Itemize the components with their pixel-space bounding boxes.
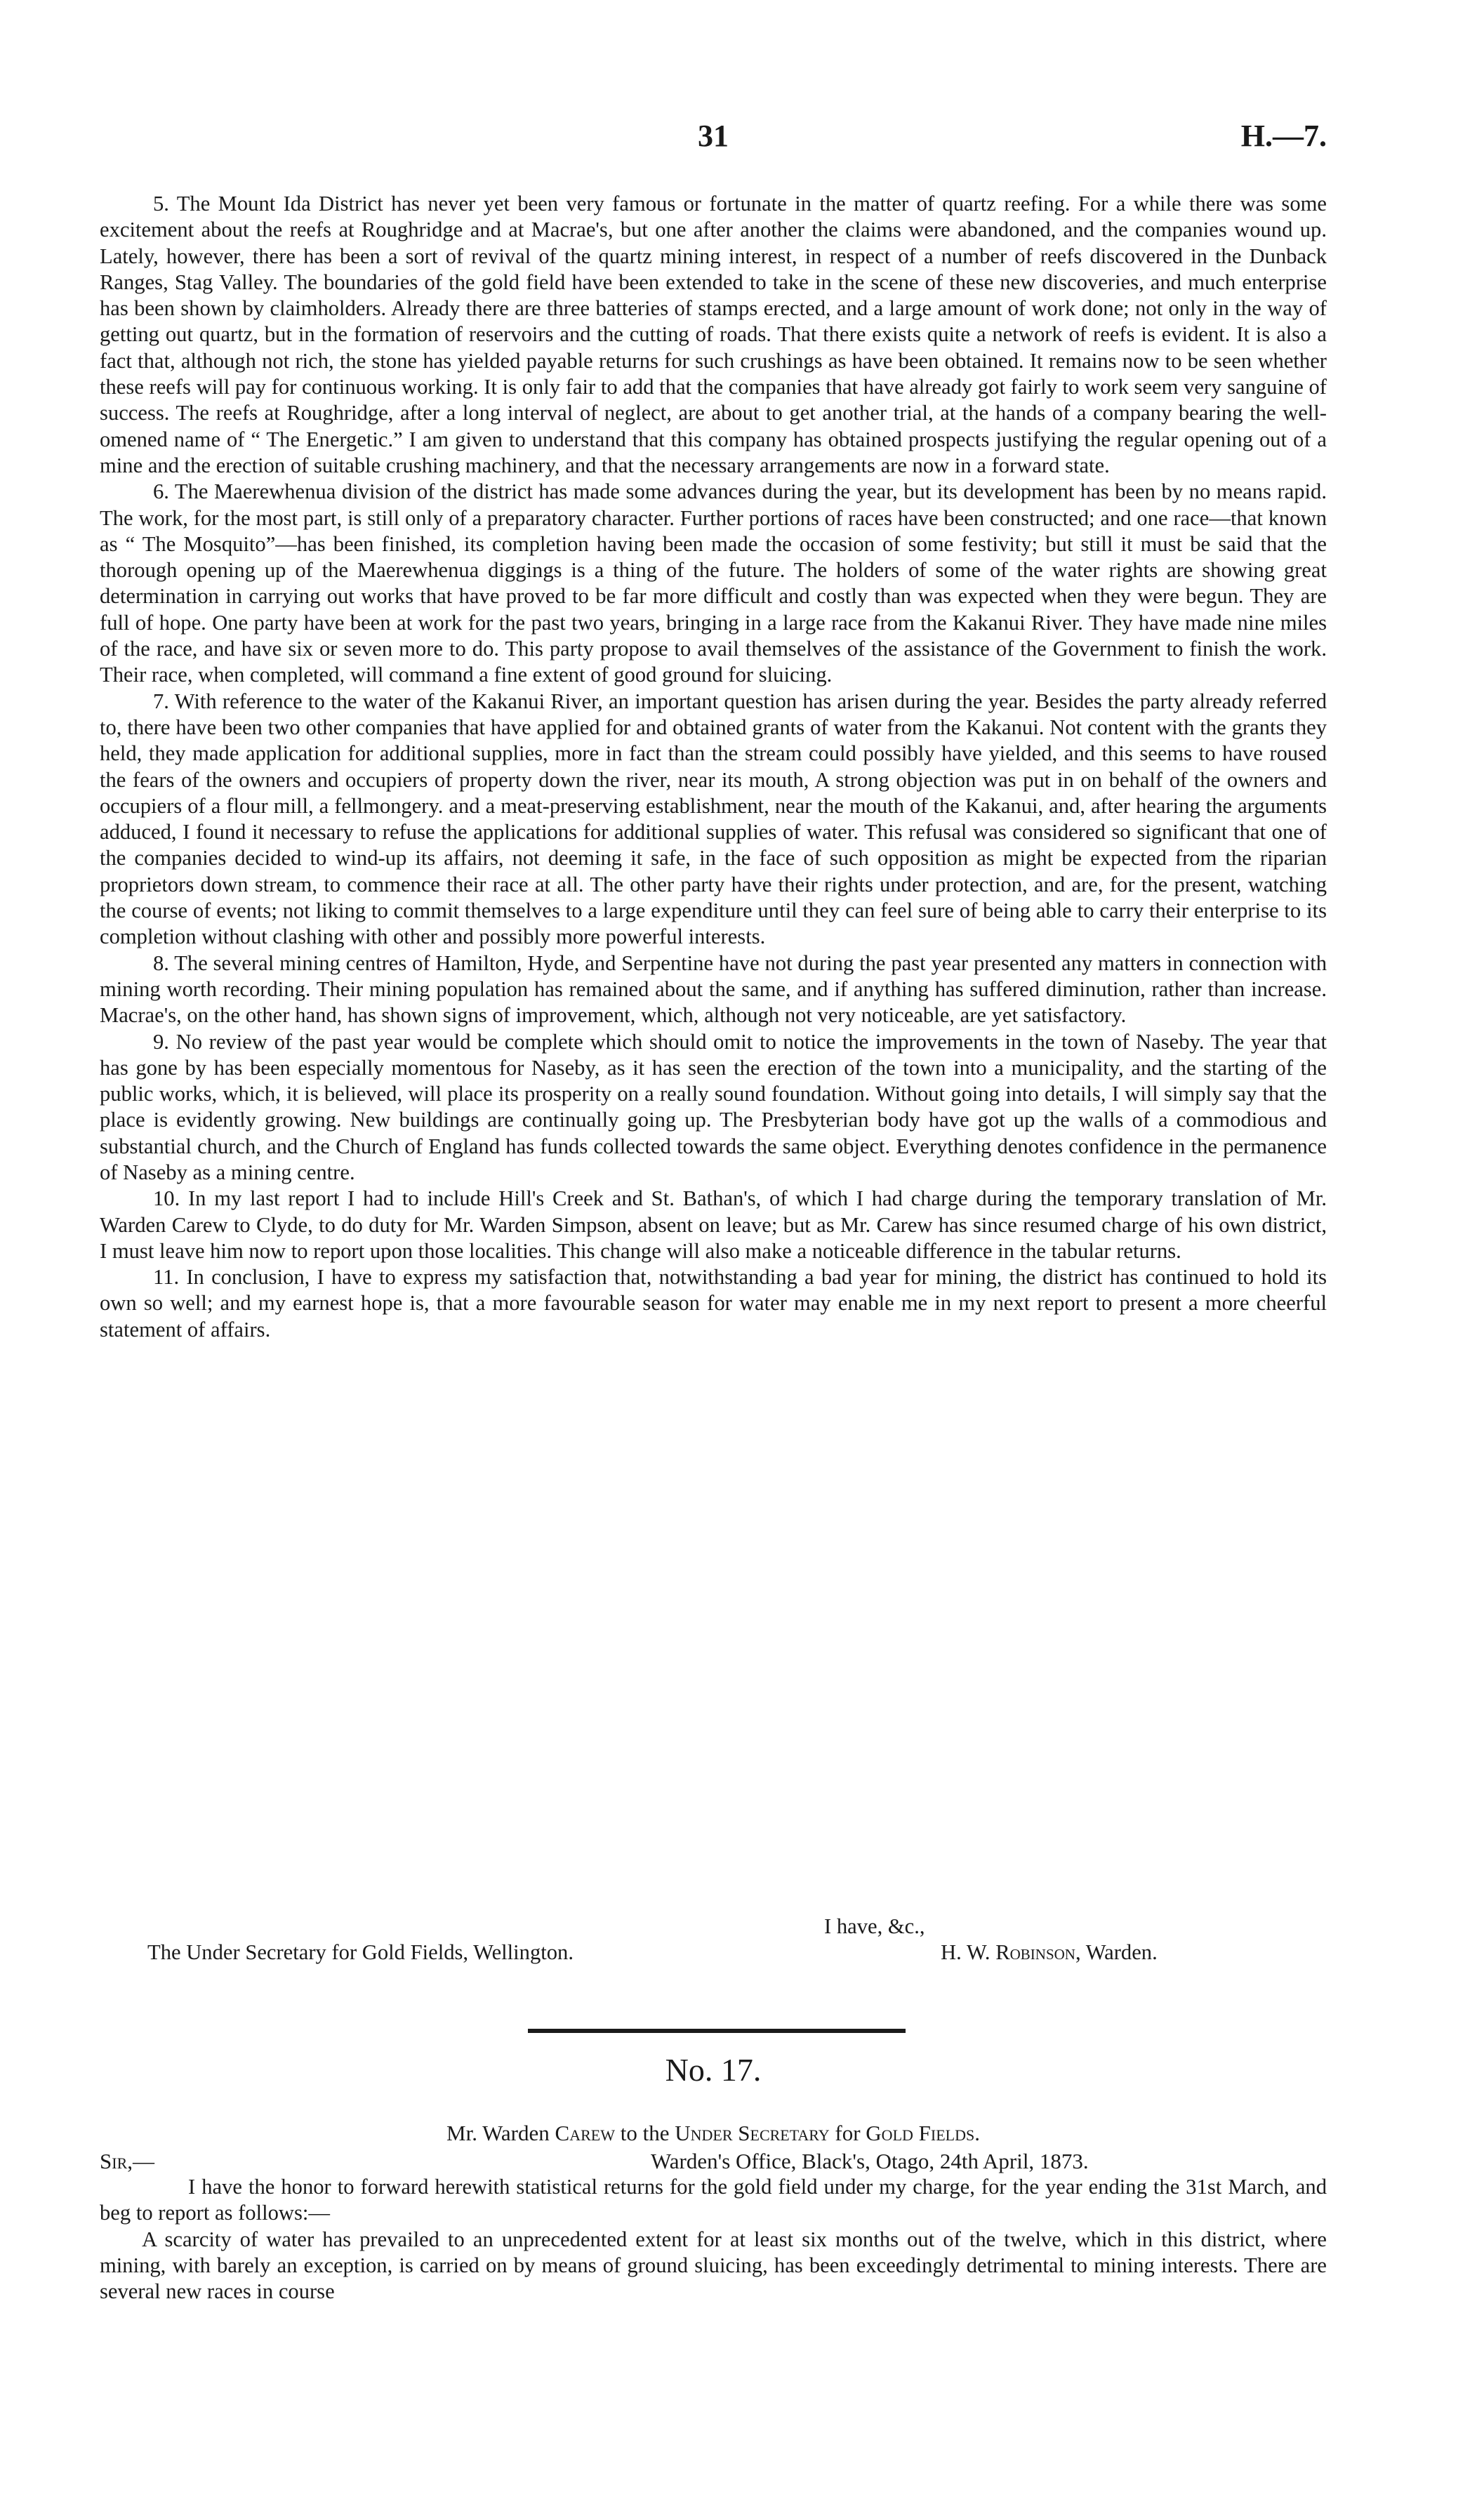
signature-title: , Warden. (1075, 1940, 1158, 1964)
document-reference: H.—7. (1240, 119, 1327, 153)
heading-to: Under Secretary (675, 2121, 830, 2145)
heading-for: for (835, 2121, 861, 2145)
paragraph-11: 11. In conclusion, I have to express my satisfaction that, notwithstanding a bad year for mining, the district has continued to hold its own so well; and my earnest hope is, that a more favourable season for water may enable me in my next report to present a more cheerful statement of affairs. (100, 1265, 1327, 1342)
heading-dept: Gold Fields. (866, 2121, 980, 2145)
signature-name: Robinson (995, 1940, 1075, 1964)
letter-number: No. 17. (665, 2052, 762, 2088)
report-body (100, 191, 1327, 1343)
page-number: 31 (698, 119, 729, 153)
signature-initials: H. W. (941, 1940, 991, 1964)
heading-to-word: to the (620, 2121, 670, 2145)
paragraph-8: 8. The several mining centres of Hamilton, Hyde, and Serpentine have not during the past year presented any matters in connection with mining worth recording. Their mining population has remained about the same, and if anything has suffered diminution, rather than increase. Macrae's, on the other hand, has shown signs of improvement, which, although not very noticeable, are yet satisfactory. (100, 950, 1327, 1028)
letter-paragraph-2: A scarcity of water has prevailed to an unprecedented extent for at least six months out of the twelve, which in this district, where mining, with barely an exception, is carried on by means of ground sluicing, has been exceedingly detrimental to mining interests. There are several new races in course (100, 2227, 1327, 2304)
salutation: Sir,— (100, 2149, 154, 2173)
paragraph-9: 9. No review of the past year would be complete which should omit to notice the improvements in the town of Naseby. The year that has gone by has been especially momentous for Naseby, as it has seen the erection of the town into a municipality, and the starting of the public works, which, it is believed, will place its prosperity on a really sound foundation. Without going into details, I will simply say that the place is evidently growing. New buildings are continually going up. The Presbyterian body have got up the walls of a commodious and substantial church, and the Church of England has funds collected towards the same object. Everything denotes confidence in the permanence of Naseby as a mining centre. (100, 1029, 1327, 1184)
signature (941, 1940, 1158, 1966)
letter-heading (100, 2120, 1327, 2146)
letter-body (100, 2174, 1327, 2305)
addressee: The Under Secretary for Gold Fields, Wellington. (147, 1940, 574, 1964)
heading-prefix: Mr. Warden (446, 2121, 550, 2145)
section-divider (528, 2029, 906, 2033)
closing-phrase: I have, &c., (824, 1914, 925, 1938)
letter-paragraph-1: I have the honor to forward herewith statistical returns for the gold field under my charge, for the year ending the 31st March, and beg to report as follows:— (100, 2175, 1327, 2225)
letter-closing (100, 1914, 1327, 1970)
paragraph-10: 10. In my last report I had to include Hill's Creek and St. Bathan's, of which I had charge during the temporary translation of Mr. Warden Carew to Clyde, to do duty for Mr. Warden Simpson, absent on leave; but as Mr. Carew has since resumed charge of his own district, I must leave him now to report upon those localities. This change will also make a noticeable difference in the tabular returns. (100, 1186, 1327, 1263)
paragraph-6: 6. The Maerewhenua division of the district has made some advances during the year, but its development has been by no means rapid. The work, for the most part, is still only of a preparatory character. Further portions of races have been constructed; and one race—that known as “ The Mosquito”—has been finished, its completion having been made the occasion of some festivity; but still it must be said that the thorough opening up of the Maerewhenua diggings is a thing of the future. The holders of some of the water rights are showing great determination in carrying out works that have proved to be far more difficult and costly than was expected when they were begun. They are full of hope. One party have been at work for the past two years, bringing in a large race from the Kakanui River. They have made nine miles of the race, and have six or seven more to do. This party propose to avail themselves of the assistance of the Government to finish the work. Their race, when completed, will command a fine extent of good ground for sluicing. (100, 479, 1327, 687)
salutation-line (100, 2148, 1327, 2174)
paragraph-5: 5. The Mount Ida District has never yet been very famous or fortunate in the matter of quartz reefing. For a while there was some excitement about the reefs at Roughridge and at Macrae's, but one after another the claims were abandoned, and the companies wound up. Lately, however, there has been a sort of revival of the quartz mining interest, in respect of a number of reefs discovered in the Dunback Ranges, Stag Valley. The boundaries of the gold field have been extended to take in the scene of these new discoveries, and much enterprise has been shown by claimholders. Already there are three batteries of stamps erected, and a large amount of work done; not only in the way of getting out quartz, but in the formation of reservoirs and the cutting of roads. That there exists quite a network of reefs is evident. It is also a fact that, although not rich, the stone has yielded payable returns for such crushings as have been obtained. It remains now to be seen whether these reefs will pay for continuous working. It is only fair to add that the companies that have already got fairly to work seem very sanguine of success. The reefs at Roughridge, after a long interval of neglect, are about to get another trial, at the hands of a company bearing the well-omened name of “ The Energetic.” I am given to understand that this company has obtained prospects justifying the regular opening out of a mine and the erection of suitable crushing machinery, and that the necessary arrangements are now in a forward state. (100, 192, 1327, 477)
paragraph-7: 7. With reference to the water of the Kakanui River, an important question has arisen during the year. Besides the party already referred to, there have been two other companies that have applied for and obtained grants of water from the Kakanui. Not content with the grants they held, they made application for additional supplies, more in fact than the stream could possibly have yielded, and this seems to have roused the fears of the owners and occupiers of property down the river, near its mouth, A strong objection was put in on behalf of the owners and occupiers of a flour mill, a fellmongery. and a meat-preserving establishment, near the mouth of the Kakanui, and, after hearing the arguments adduced, I found it necessary to refuse the applications for additional supplies of water. This refusal was considered so significant that one of the companies decided to wind-up its affairs, not deeming it safe, in the face of such opposition as might be expected from the riparian proprietors down stream, to commence their race at all. The other party have their rights under protection, and are, for the present, watching the course of events; not liking to commit themselves to a large expenditure until they can feel sure of being able to carry their enterprise to its completion without clashing with other and possibly more powerful interests. (100, 689, 1327, 949)
page-header (100, 118, 1327, 160)
heading-from: Carew (555, 2121, 615, 2145)
sender-address-date: Warden's Office, Black's, Otago, 24th April, 1873. (651, 2149, 1089, 2173)
